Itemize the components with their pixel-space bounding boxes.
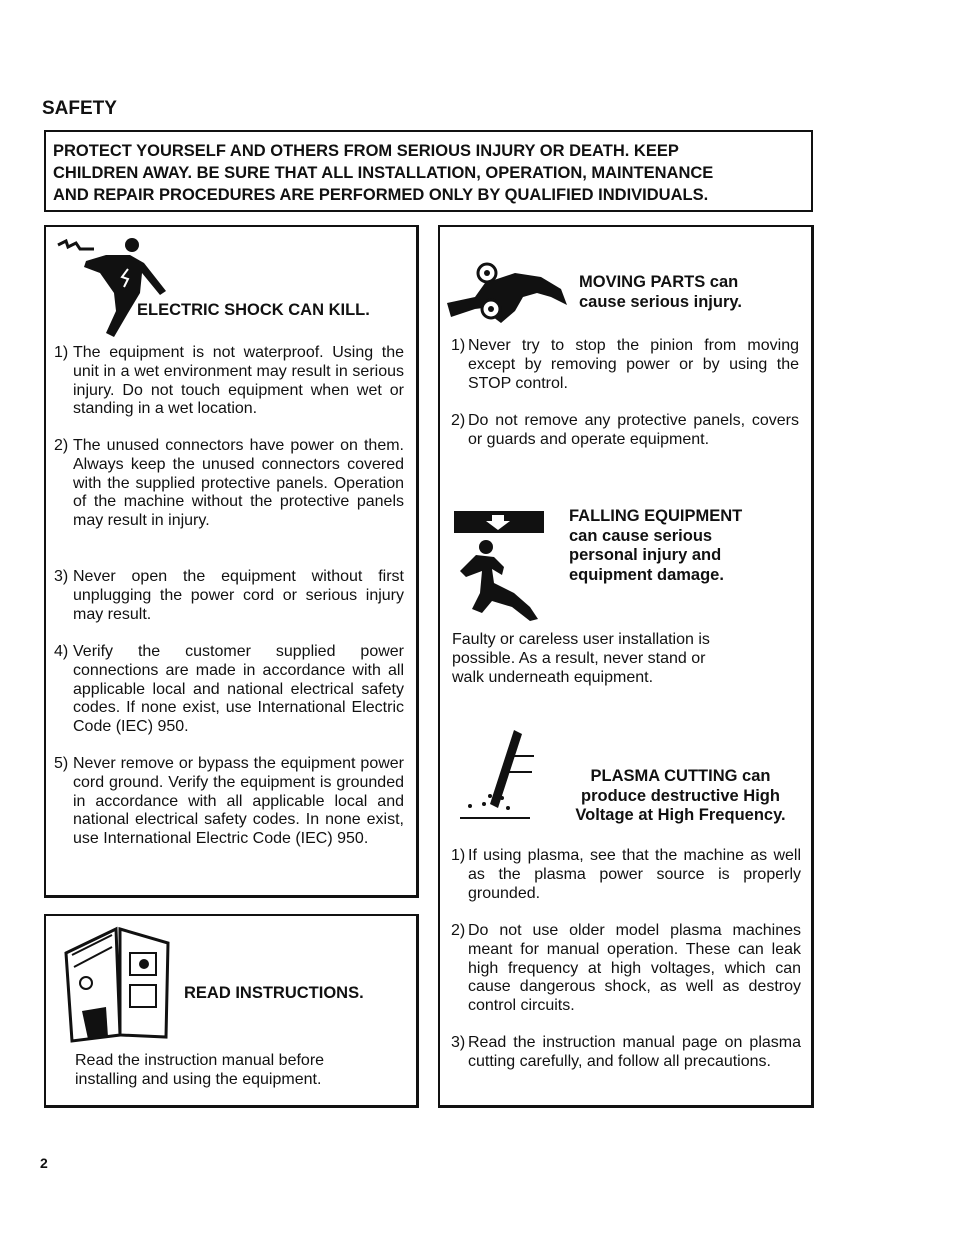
falling-equipment-heading: FALLING EQUIPMENT can cause serious personal injury and equipment damage. <box>569 507 743 584</box>
falling-equipment-icon <box>452 509 547 625</box>
right-safety-panel <box>438 225 814 1108</box>
warning-line: AND REPAIR PROCEDURES ARE PERFORMED ONLY BY QUALIFIED INDIVIDUALS. <box>53 186 709 204</box>
electric-shock-heading: ELECTRIC SHOCK CAN KILL. <box>137 301 370 319</box>
list-item: 1) The equipment is not waterproof. Using the unit in a wet environment may result in serious injury. Do not touch equipment when wet or standing in a wet location. <box>54 344 404 418</box>
list-item: 1) If using plasma, see that the machine as well as the plasma power source is properly grounded. <box>451 847 801 902</box>
list-item: 4) Verify the customer supplied power connections are made in accordance with all applicable local and national electrical safety codes. If none exist, use International Electric Code (IEC) 950. <box>54 643 404 736</box>
read-instructions-panel <box>44 914 419 1108</box>
list-item: 2) Do not use older model plasma machines meant for manual operation. These can leak high frequency at high voltages, which can cause dangerous shock, as well as destroy control circuits. <box>451 922 801 1015</box>
plasma-cutting-heading: PLASMA CUTTING can produce destructive High Voltage at High Frequency. <box>575 767 786 824</box>
warning-box <box>44 130 813 212</box>
warning-line: CHILDREN AWAY. BE SURE THAT ALL INSTALLATION, OPERATION, MAINTENANCE <box>53 164 714 182</box>
read-instructions-heading: READ INSTRUCTIONS. <box>184 984 364 1002</box>
list-item: 2) The unused connectors have power on them. Always keep the unused connectors covered with the supplied protective panels. Operation of the machine without the protective panels may result in injury. <box>54 437 404 530</box>
electric-shock-panel <box>44 225 419 898</box>
page-number: 2 <box>40 1155 48 1171</box>
list-item: 3) Never open the equipment without first unplugging the power cord or serious injury may result. <box>54 568 404 623</box>
list-item: 2) Do not remove any protective panels, covers or guards and operate equipment. <box>451 412 799 448</box>
read-instructions-text: Read the instruction manual before installing and using the equipment. <box>75 1052 325 1088</box>
moving-parts-heading: MOVING PARTS can cause serious injury. <box>579 273 742 311</box>
list-item: 3) Read the instruction manual page on plasma cutting carefully, and follow all precautions. <box>451 1034 801 1070</box>
electric-shock-icon <box>54 233 170 341</box>
warning-line: PROTECT YOURSELF AND OTHERS FROM SERIOUS INJURY OR DEATH. KEEP <box>53 142 679 160</box>
falling-equipment-text: Faulty or careless user installation is possible. As a result, never stand or walk underneath equipment. <box>452 631 710 686</box>
moving-parts-icon <box>445 261 569 329</box>
page-title: SAFETY <box>42 98 117 119</box>
manual-book-icon <box>62 925 172 1045</box>
plasma-torch-icon <box>458 726 536 822</box>
list-item: 1) Never try to stop the pinion from moving except by removing power or by using the STOP control. <box>451 337 799 392</box>
list-item: 5) Never remove or bypass the equipment power cord ground. Verify the equipment is grounded in accordance with all applicable local and national electrical safety codes. In none exist, use International Electric Code (IEC) 950. <box>54 755 404 848</box>
